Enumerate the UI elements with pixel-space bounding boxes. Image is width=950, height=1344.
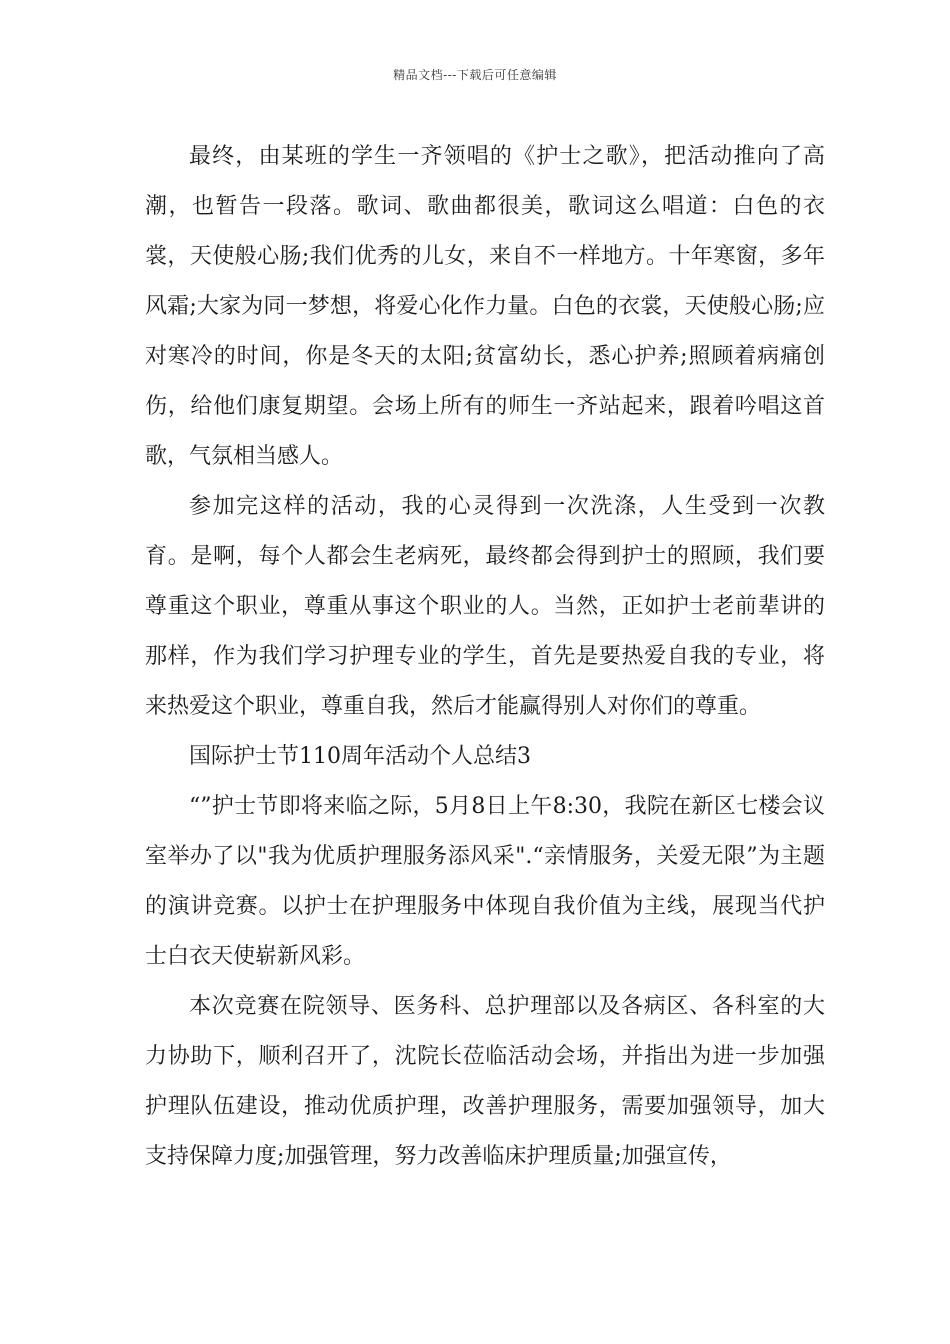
paragraph-song: 最终，由某班的学生一齐领唱的《护士之歌》，把活动推向了高潮，也暂告一段落。歌词、歌曲都很美，歌词这么唱道：白色的衣裳，天使般心肠;我们优秀的儿女，来自不一样地方。十年寒窗，多年风霜;大家为同一梦想，将爱心化作力量。白色的衣裳，天使般心肠;应对寒冷的时间，你是冬天的太阳;贫富幼长，悉心护养;照顾着病痛创伤，给他们康复期望。会场上所有的师生一齐站起来，跟着吟唱这首歌，气氛相当感人。 [145, 144, 825, 469]
paragraph-event-detail: 本次竞赛在院领导、医务科、总护理部以及各病区、各科室的大力协助下，顺利召开了，沈院长莅临活动会场，并指出为进一步加强护理队伍建设，推动优质护理，改善护理服务，需要加强领导，加大支持保障力度;加强管理，努力改善临床护理质量;加强宣传， [145, 994, 825, 1169]
section-heading: 国际护士节110周年活动个人总结3 [189, 744, 531, 769]
document-body [145, 132, 825, 1182]
page-header: 精品文档---下载后可任意编辑 [393, 68, 557, 82]
paragraph-reflection: 参加完这样的活动，我的心灵得到一次洗涤，人生受到一次教育。是啊，每个人都会生老病死，最终都会得到护士的照顾，我们要尊重这个职业，尊重从事这个职业的人。当然，正如护士老前辈讲的那样，作为我们学习护理专业的学生，首先是要热爱自我的专业，将来热爱这个职业，尊重自我，然后才能赢得别人对你们的尊重。 [145, 494, 825, 719]
paragraph-event-intro: “”护士节即将来临之际，5月8日上午8:30，我院在新区七楼会议室举办了以"我为优质护理服务添风采".“亲情服务，关爱无限”为主题的演讲竞赛。以护士在护理服务中体现自我价值为主线，展现当代护士白衣天使崭新风彩。 [145, 794, 825, 969]
